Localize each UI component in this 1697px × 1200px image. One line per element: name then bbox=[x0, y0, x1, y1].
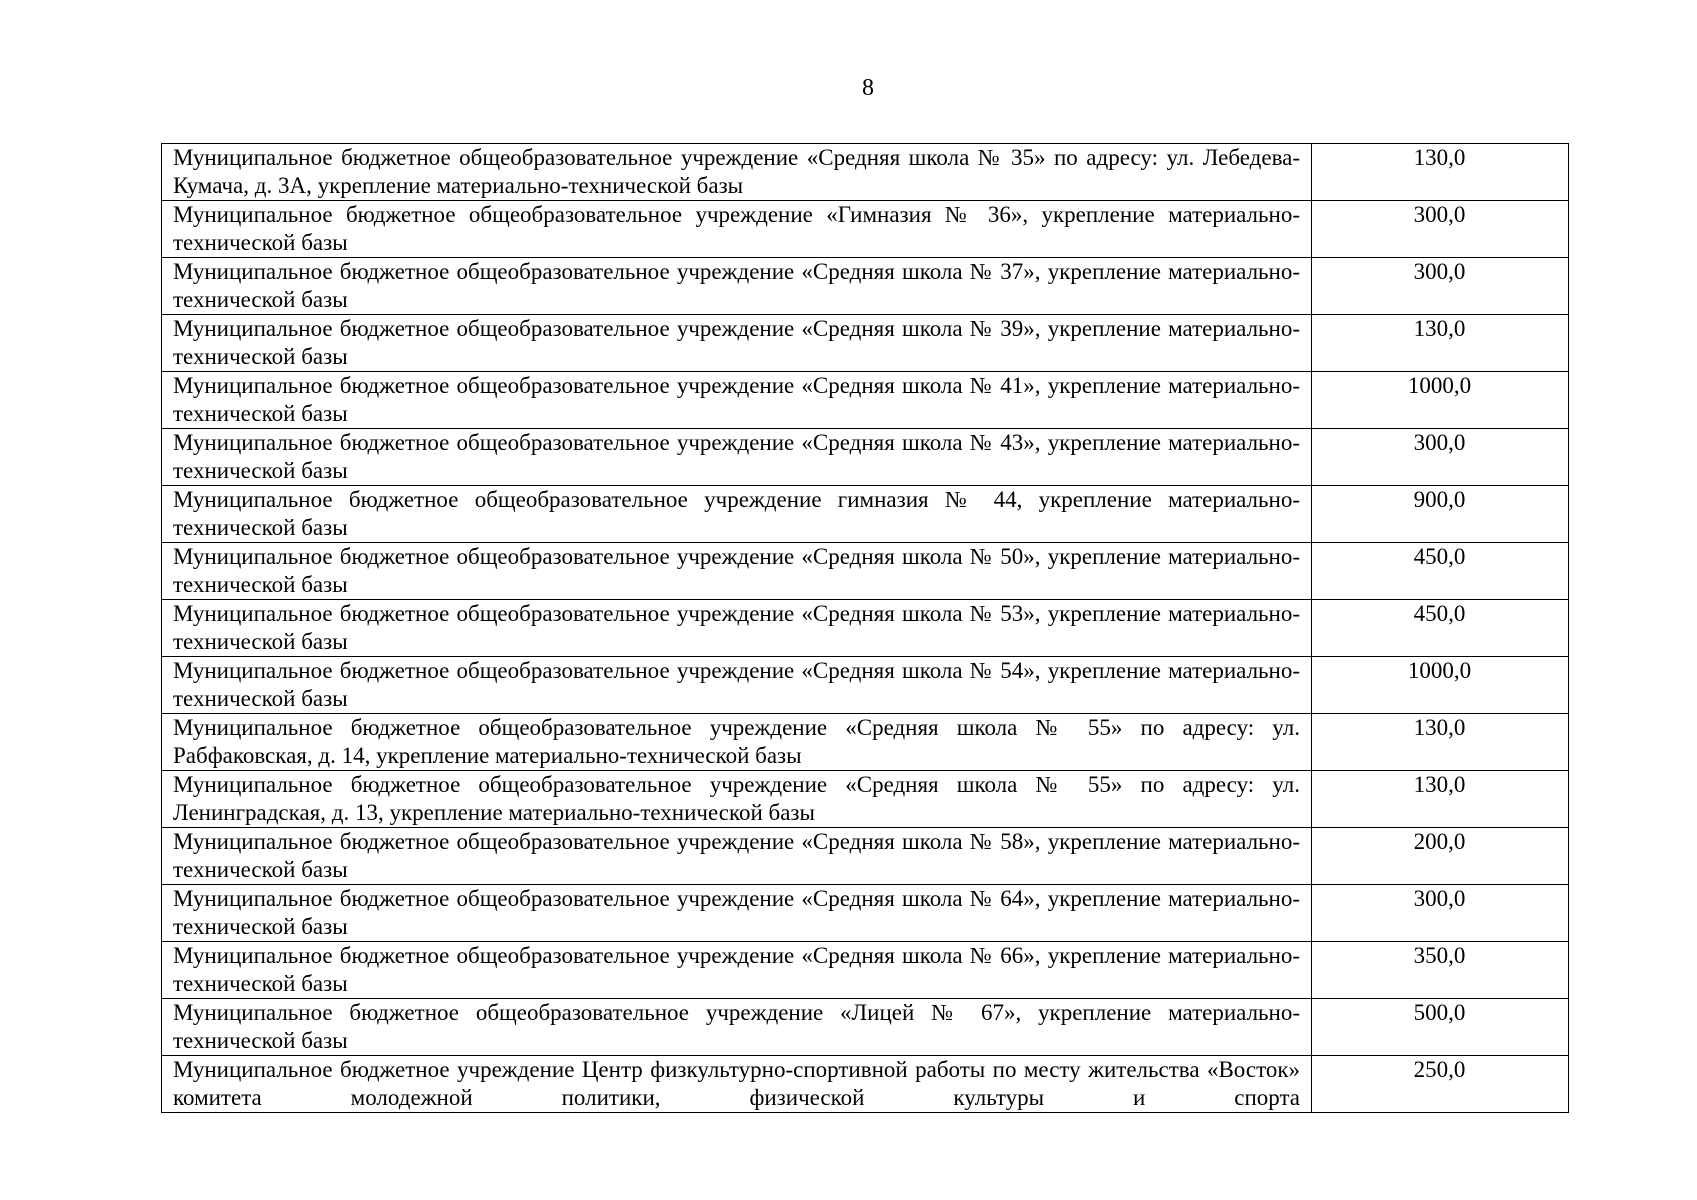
row-description: Муниципальное бюджетное общеобразовательное учреждение «Средняя школа № 41», укрепление материально-технической базы bbox=[162, 372, 1312, 429]
row-description: Муниципальное бюджетное общеобразовательное учреждение «Средняя школа № 55» по адресу: ул. Рабфаковская, д. 14, укрепление материально-технической базы bbox=[162, 714, 1312, 771]
row-amount: 300,0 bbox=[1312, 429, 1569, 486]
table-row bbox=[162, 372, 1569, 429]
table-row bbox=[162, 657, 1569, 714]
row-description: Муниципальное бюджетное учреждение Центр физкультурно-спортивной работы по месту жительства «Восток» комитета молодежной политики, физической культуры и спорта bbox=[162, 1056, 1312, 1113]
row-description: Муниципальное бюджетное общеобразовательное учреждение «Средняя школа № 39», укрепление материально-технической базы bbox=[162, 315, 1312, 372]
table-row bbox=[162, 942, 1569, 999]
table-row bbox=[162, 885, 1569, 942]
row-description: Муниципальное бюджетное общеобразовательное учреждение «Средняя школа № 55» по адресу: ул. Ленинградская, д. 13, укрепление материально-технической базы bbox=[162, 771, 1312, 828]
row-amount: 130,0 bbox=[1312, 771, 1569, 828]
row-amount: 130,0 bbox=[1312, 315, 1569, 372]
row-amount: 300,0 bbox=[1312, 258, 1569, 315]
row-amount: 350,0 bbox=[1312, 942, 1569, 999]
row-description: Муниципальное бюджетное общеобразовательное учреждение «Средняя школа № 54», укрепление материально-технической базы bbox=[162, 657, 1312, 714]
table-row bbox=[162, 1056, 1569, 1113]
row-amount: 450,0 bbox=[1312, 543, 1569, 600]
table-row bbox=[162, 771, 1569, 828]
table-row bbox=[162, 315, 1569, 372]
row-description: Муниципальное бюджетное общеобразовательное учреждение «Гимназия № 36», укрепление материально-технической базы bbox=[162, 201, 1312, 258]
row-amount: 130,0 bbox=[1312, 144, 1569, 201]
table-row bbox=[162, 828, 1569, 885]
page-number: 8 bbox=[862, 75, 874, 101]
row-description: Муниципальное бюджетное общеобразовательное учреждение «Средняя школа № 53», укрепление материально-технической базы bbox=[162, 600, 1312, 657]
table-row bbox=[162, 258, 1569, 315]
allocation-table bbox=[161, 143, 1569, 1113]
table-row bbox=[162, 999, 1569, 1056]
row-description: Муниципальное бюджетное общеобразовательное учреждение «Средняя школа № 50», укрепление материально-технической базы bbox=[162, 543, 1312, 600]
row-amount: 300,0 bbox=[1312, 885, 1569, 942]
row-amount: 250,0 bbox=[1312, 1056, 1569, 1113]
row-description: Муниципальное бюджетное общеобразовательное учреждение «Средняя школа № 58», укрепление материально-технической базы bbox=[162, 828, 1312, 885]
row-description: Муниципальное бюджетное общеобразовательное учреждение гимназия № 44, укрепление материально-технической базы bbox=[162, 486, 1312, 543]
table-row bbox=[162, 201, 1569, 258]
row-amount: 130,0 bbox=[1312, 714, 1569, 771]
row-amount: 1000,0 bbox=[1312, 372, 1569, 429]
row-amount: 900,0 bbox=[1312, 486, 1569, 543]
table-row bbox=[162, 714, 1569, 771]
table-row bbox=[162, 429, 1569, 486]
table-row bbox=[162, 600, 1569, 657]
row-description: Муниципальное бюджетное общеобразовательное учреждение «Лицей № 67», укрепление материально-технической базы bbox=[162, 999, 1312, 1056]
row-description: Муниципальное бюджетное общеобразовательное учреждение «Средняя школа № 35» по адресу: ул. Лебедева-Кумача, д. 3А, укрепление материально-технической базы bbox=[162, 144, 1312, 201]
row-description: Муниципальное бюджетное общеобразовательное учреждение «Средняя школа № 37», укрепление материально-технической базы bbox=[162, 258, 1312, 315]
table-row bbox=[162, 144, 1569, 201]
row-amount: 450,0 bbox=[1312, 600, 1569, 657]
table-row bbox=[162, 486, 1569, 543]
row-description: Муниципальное бюджетное общеобразовательное учреждение «Средняя школа № 43», укрепление материально-технической базы bbox=[162, 429, 1312, 486]
row-amount: 500,0 bbox=[1312, 999, 1569, 1056]
row-description: Муниципальное бюджетное общеобразовательное учреждение «Средняя школа № 66», укрепление материально-технической базы bbox=[162, 942, 1312, 999]
row-amount: 200,0 bbox=[1312, 828, 1569, 885]
table-row bbox=[162, 543, 1569, 600]
row-description: Муниципальное бюджетное общеобразовательное учреждение «Средняя школа № 64», укрепление материально-технической базы bbox=[162, 885, 1312, 942]
row-amount: 300,0 bbox=[1312, 201, 1569, 258]
row-amount: 1000,0 bbox=[1312, 657, 1569, 714]
